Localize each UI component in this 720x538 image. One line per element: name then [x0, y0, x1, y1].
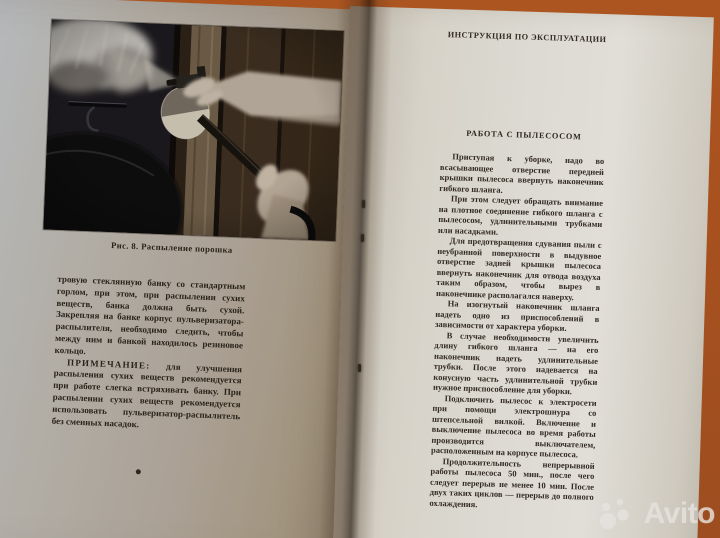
- figure-photo-spraying-powder: [43, 19, 343, 241]
- body-paragraph: Продолжительность непрерывной работы пылесоса 50 мин., после чего следует перерыв не менее 10 мин. После двух таких циклов — перерыв до полного охлаждения.: [429, 455, 595, 509]
- watermark-brand-text: Avito: [643, 497, 715, 530]
- note-text: для улучшения распыления сухих веществ рекомендуется при работе слегка встряхивать банку. При распылении сухих веществ рекомендуется использовать пульверизатор-распылитель без сменных насадок.: [51, 360, 243, 429]
- right-page: [333, 6, 714, 538]
- note-paragraph: [52, 356, 243, 434]
- body-paragraph: На изогнутый наконечник шланга надеть одно из приспособлений в зависимости от характера уборки.: [434, 298, 600, 333]
- staple: [362, 200, 365, 208]
- staple: [358, 364, 361, 372]
- photo-illustration: [43, 19, 343, 241]
- left-page-text-column: [52, 274, 246, 435]
- body-paragraph: Приступая к уборке, надо во всасывающее отверстие передней крышки пылесоса ввернуть наконечник гибкого шланга.: [439, 151, 605, 195]
- body-paragraph: Для предотвращения сдувания пыли с неубранной поверхности в выдувное отверстие задней крышки пылесоса ввернуть наконечник для отвода воздуха таким образом, чтобы вырез в наконечнике располагался наверху.: [435, 235, 602, 302]
- continuation-paragraph: тровую стеклянную банку со стандартным горлом, при этом, при распылении сухих веществ, банка должна быть сухой. Закрепляя на банке корпус пульверизатора-распылителя, необходимо следить, чтобы между ним и банкой находилось резиновое кольцо.: [54, 273, 246, 356]
- body-paragraph: При этом следует обращать внимание на плотное соединение гибкого шланга с пылесосом, удлинительными трубками или насадками.: [437, 193, 604, 237]
- body-paragraph: В случае необходимости увеличить длину гибкого шланга — на его наконечник надеть удлинительные трубки. После этого надевается на конусную часть удлинительной трубки нужное приспособление для уборки.: [432, 329, 599, 397]
- note-label: ПРИМЕЧАНИЕ:: [66, 356, 151, 371]
- staple: [361, 234, 364, 242]
- body-paragraph: Подключить пылесос к электросети при помощи электрошнура со штепсельной вилкой. Включение и выключение пылесоса во время работы производится выключателем, расположенным на корпусе пылесоса.: [430, 392, 597, 460]
- page-blemish-dot: [136, 469, 141, 474]
- section-heading: РАБОТА С ПЫЛЕСОСОМ: [466, 128, 582, 142]
- running-title: ИНСТРУКЦИЯ ПО ЭКСПЛУАТАЦИИ: [447, 30, 607, 45]
- right-page-text-column: [429, 151, 604, 513]
- figure-caption: Рис. 8. Распыление порошка: [110, 240, 233, 255]
